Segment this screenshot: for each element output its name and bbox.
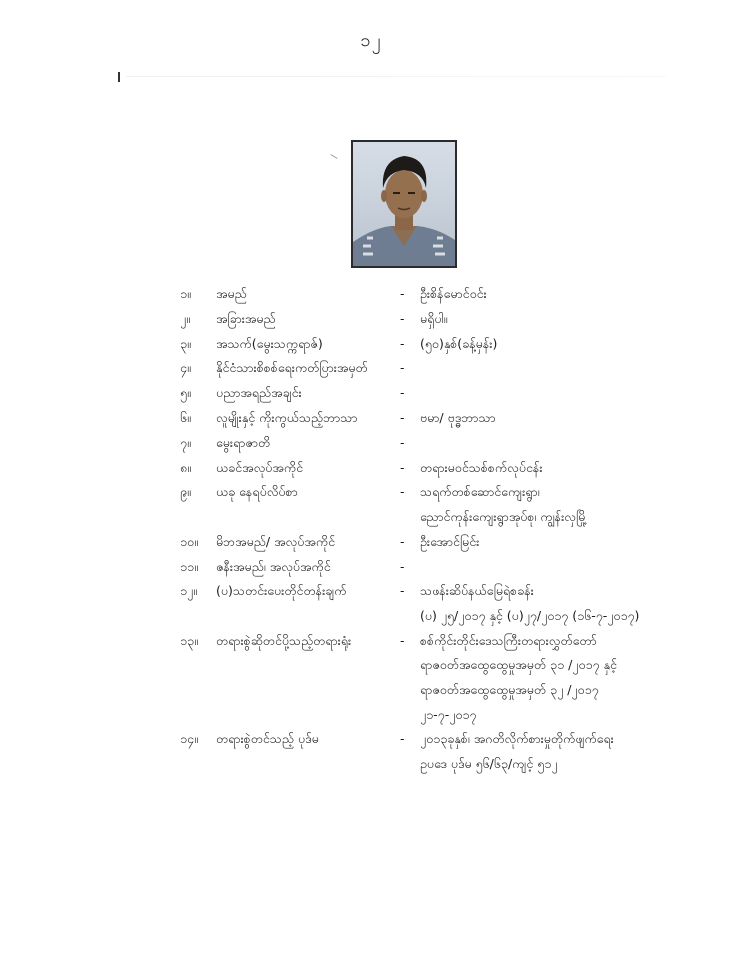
row-label: နိုင်ငံသားစိစစ်ရေးကတ်ပြားအမှတ် — [216, 360, 368, 376]
row-label: မွေးရာဇာတိ — [216, 434, 271, 450]
separator-dash: - — [400, 731, 405, 747]
row-value: (၅၀)နှစ်(ခန့်မှန်း) — [420, 335, 498, 351]
separator-dash: - — [400, 410, 405, 425]
row-number: ၇။ — [180, 434, 191, 450]
row-label: ဇနီးအမည်၊ အလုပ်အကိုင် — [216, 558, 331, 574]
separator-dash: - — [400, 459, 405, 475]
row-value: သဖန်းဆိပ်နယ်မြေရဲစခန်း — [420, 583, 534, 599]
page-number: ၁၂ — [360, 30, 382, 51]
row-label: ပညာအရည်အချင်း — [216, 385, 302, 401]
row-label: လူမျိုးနှင့် ကိုးကွယ်သည့်ဘာသာ — [216, 410, 358, 425]
separator-dash: - — [400, 286, 405, 301]
row-label: မိဘအမည်/ အလုပ်အကိုင် — [216, 533, 336, 549]
row-number: ၁၄။ — [180, 731, 198, 747]
separator-dash: - — [400, 533, 405, 549]
row-number: ၉။ — [180, 484, 191, 500]
row-label: ယခု နေရပ်လိပ်စာ — [216, 484, 298, 500]
row-number: ၄။ — [180, 360, 191, 376]
row-label: အသက်(မွေးသက္ကရာဇ်) — [216, 335, 323, 351]
row-number: ၃။ — [180, 335, 191, 351]
row-value: ဥပဒေ ပုဒ်မ ၅၆/၆၃/ကျင့် ၅၁၂ — [420, 755, 558, 771]
row-label: တရားစွဲတင်သည့် ပုဒ်မ — [216, 731, 319, 747]
row-label: တရားစွဲဆိုတင်ပို့သည့်တရားရုံး — [216, 632, 352, 648]
row-value: ရာဇဝတ်အထွေထွေမှုအမှတ် ၃၂ /၂၀၁၇ — [420, 681, 599, 697]
row-number: ၂။ — [180, 310, 190, 326]
row-value: စစ်ကိုင်းတိုင်းဒေသကြီးတရားလွှတ်တော် — [420, 632, 597, 648]
row-label: အမည် — [216, 286, 247, 301]
row-value: ညောင်ကုန်းကျေးရွာအုပ်စု၊ ကျွန်းလှမြို့ — [420, 508, 588, 524]
row-number: ၁၂။ — [180, 583, 197, 599]
separator-dash: - — [400, 335, 405, 351]
row-value: သရက်တစ်ဆောင်ကျေးရွာ၊ — [420, 484, 540, 500]
row-number: ၈။ — [180, 459, 191, 475]
row-value: ဦးစိန်မောင်ဝင်း — [420, 286, 487, 301]
row-value: ၂၁-၇-၂၀၁၇ — [420, 706, 477, 722]
row-value: မရှိပါ။ — [420, 310, 448, 326]
row-value: ၂၀၁၃ခုနှစ်၊ အဂတိလိုက်စားမှုတိုက်ဖျက်ရေး — [420, 731, 614, 747]
row-label: (ပ)သတင်းပေးတိုင်တန်းချက် — [216, 583, 347, 599]
row-value: (ပ) ၂၅/၂၀၁၇ နှင့် (ပ)၂၇/၂၀၁၇ (၁၆-၇-၂၀၁၇) — [420, 607, 640, 623]
row-value: ဦးအောင်မြင်း — [420, 533, 480, 549]
row-label: ယခင်အလုပ်အကိုင် — [216, 459, 304, 475]
row-number: ၅။ — [180, 385, 191, 401]
separator-dash: - — [400, 583, 405, 599]
row-value: ရာဇဝတ်အထွေထွေမှုအမှတ် ၃၁ /၂၀၁၇ နှင့် — [420, 657, 617, 673]
separator-dash: - — [400, 360, 405, 376]
row-number: ၁၁။ — [180, 558, 198, 574]
row-number: ၆။ — [180, 410, 191, 425]
row-value: တရားမဝင်သစ်စက်လုပ်ငန်း — [420, 459, 543, 475]
row-number: ၁၀။ — [180, 533, 198, 549]
row-label: အခြားအမည် — [216, 310, 276, 326]
separator-dash: - — [400, 484, 405, 500]
separator-dash: - — [400, 310, 405, 326]
separator-dash: - — [400, 558, 405, 574]
separator-dash: - — [400, 434, 405, 450]
separator-dash: - — [400, 632, 405, 648]
row-value: ဗမာ/ ဗုဒ္ဓဘာသာ — [420, 410, 496, 425]
separator-dash: - — [400, 385, 405, 401]
row-number: ၁။ — [180, 286, 191, 301]
row-number: ၁၃။ — [180, 632, 198, 648]
